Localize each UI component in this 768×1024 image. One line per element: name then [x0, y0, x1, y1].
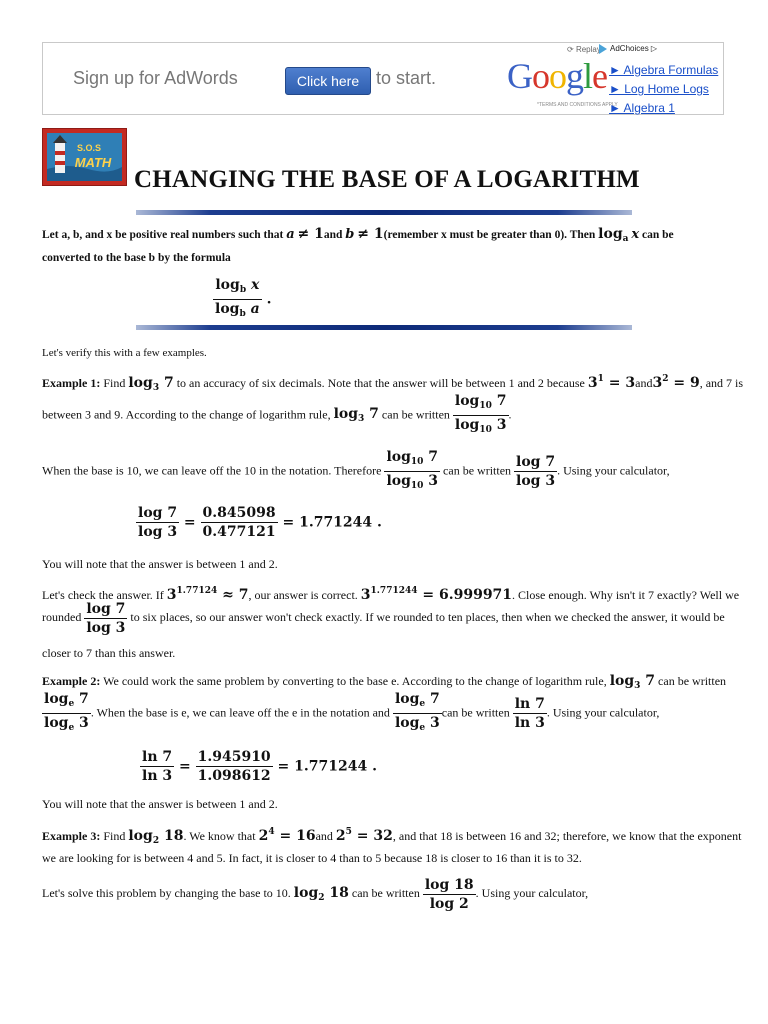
- sos-math-logo[interactable]: [42, 128, 127, 186]
- adchoices-icon: [599, 44, 607, 54]
- equation-1: $\frac{\log 7}{\log 3}$ = $\frac{0.845098}{0.477121}$ = 1.771244 .: [138, 505, 382, 540]
- verify-text: Let's verify this with a few examples.: [42, 347, 207, 359]
- ad-click-here-button[interactable]: Click here: [285, 67, 371, 95]
- logo-text-math: MATH: [74, 155, 112, 170]
- example-3-line-3: Let's solve this problem by changing the base to 10. $\log_2 18$ can be written $\frac{\log 18}{\log 2}$ . Using your calculator,: [42, 876, 589, 912]
- example-3-line-2: we are looking for is between 4 and 5. In fact, it is closer to 4 than to 5 because 18 is closer to 16 than it is to 32.: [42, 851, 582, 865]
- example-3-line-1: Example 3: Find $\log_2 18$. We know that $2^4 = 16and$ $2^5 = 32$, and that 18 is between 16 and 32; therefore, we know that the exponent: [42, 827, 742, 846]
- replay-button[interactable]: ⟳ Replay: [567, 45, 601, 54]
- ad-headline: Sign up for AdWords: [73, 68, 238, 88]
- example-1-line-3: When the base is 10, we can leave off the 10 in the notation. Therefore $\frac{\log_{10} 7}{\log_{10} 3}$ can be written $\frac{\log 7}{\log 3}$ . Using your calculator,: [42, 449, 670, 491]
- check-line-2: rounded $\frac{\log 7}{\log 3}$ to six places, so our answer won't check exactly. If we rounded to ten places, then when we checked the answer, it would be: [42, 600, 725, 636]
- ad-link-log-home-logs[interactable]: ► Log Home Logs: [609, 82, 709, 96]
- change-of-base-formula: $\frac{\log_b x}{\log_b a}$ .: [215, 277, 272, 319]
- note-1: You will note that the answer is between 1 and 2.: [42, 557, 278, 571]
- ad-tagline: *TERMS AND CONDITIONS APPLY: [537, 102, 618, 108]
- ad-link-list: [609, 61, 718, 118]
- formula-divider: [136, 325, 632, 330]
- adchoices-button[interactable]: AdChoices ▷: [599, 44, 657, 54]
- check-line-3: closer to 7 than this answer.: [42, 646, 176, 660]
- replay-icon: ⟳: [567, 45, 574, 54]
- ad-link-algebra-1[interactable]: ► Algebra 1: [609, 101, 675, 115]
- ad-banner[interactable]: [42, 42, 724, 115]
- example-1-line-2: between 3 and 9. According to the change of logarithm rule, $\log_3 7$ can be written $\frac{\log_{10} 7}{\log_{10} 3}$ .: [42, 393, 512, 435]
- page-title: CHANGING THE BASE OF A LOGARITHM: [134, 166, 640, 193]
- check-line-1: Let's check the answer. If $3^{1.77124} \approx 7$, our answer is correct. $3^{1.771244} = 6.999971$. Close enough. Why isn't it 7 exactly? Well we: [42, 586, 740, 603]
- intro-line-2: converted to the base b by the formula: [42, 252, 231, 264]
- note-2: You will note that the answer is between 1 and 2.: [42, 797, 278, 811]
- intro-line-1: Let a, b, and x be positive real numbers such that a ≠ 1and b ≠ 1(remember x must be greater than 0). Then $\log_a x$ can be: [42, 226, 674, 244]
- logo-text-sos: S.O.S: [76, 143, 102, 153]
- header-divider: [136, 210, 632, 215]
- example-1-line-1: Example 1: Find $\log_3 7$ to an accuracy of six decimals. Note that the answer will be between 1 and 2 because $3^1 = 3and3^2 = 9$, and 7 is: [42, 374, 744, 393]
- lighthouse-icon: [43, 129, 126, 185]
- example-2-line-2: $\frac{\log_e 7}{\log_e 3}$ . When the base is e, we can leave off the e in the notation and $\frac{\log_e 7}{\log_e 3}$ can be written $\frac{\ln 7}{\ln 3}$ . Using your calculator,: [44, 691, 660, 733]
- example-2-line-1: Example 2: We could work the same problem by converting to the base e. According to the change of logarithm rule, $\log_3 7$ can be written: [42, 673, 727, 691]
- ad-link-algebra-formulas[interactable]: ► Algebra Formulas: [609, 63, 719, 77]
- equation-2: $\frac{\ln 7}{\ln 3}$ = $\frac{1.945910}{1.098612}$ = 1.771244 .: [142, 749, 377, 784]
- ad-trailing-text: to start.: [376, 68, 437, 88]
- google-logo: Google: [507, 56, 607, 96]
